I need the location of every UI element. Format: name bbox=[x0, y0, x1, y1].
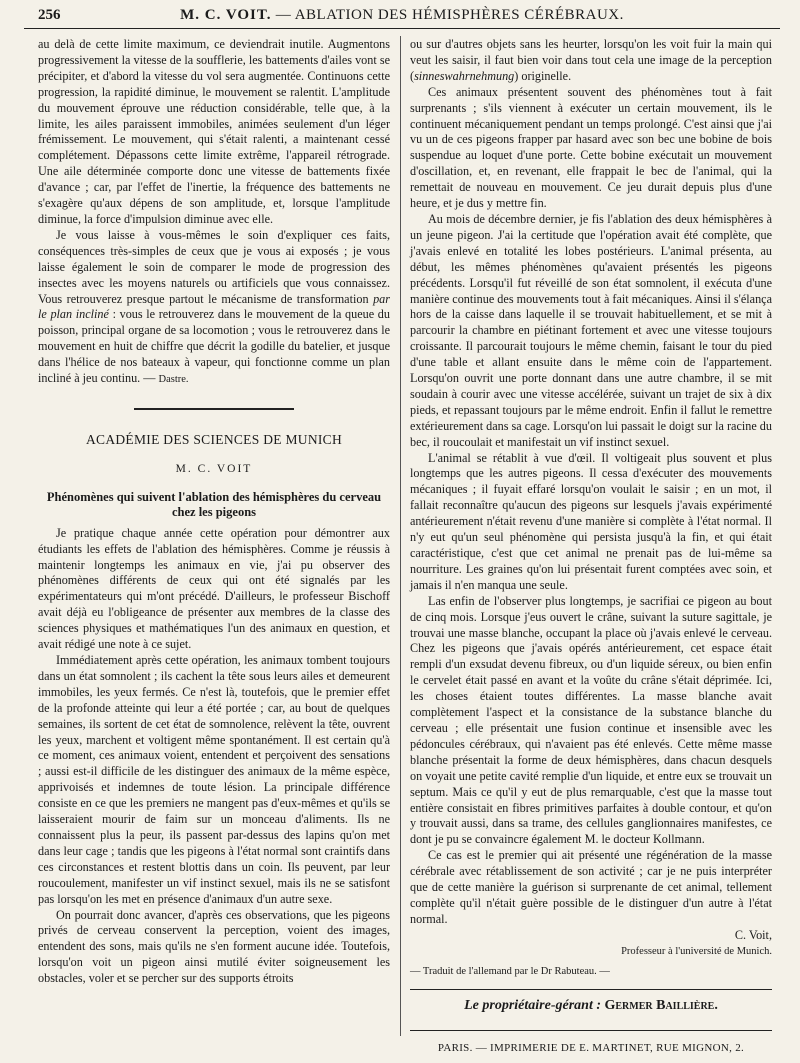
paragraph: Je pratique chaque année cette opération pour démontrer aux étudiants les effets de l'ablation des hémisphères. Comme je réussis à maintenir longtemps les animaux en vie, j'ai pu observer des phénomènes différents de ceux qui ont été signalés par les expérimentateurs qui m'ont précédé. D'ailleurs, le professeur Bischoff avait déjà eu l'obligeance de présenter aux membres de la classe des sciences physiques et mathématiques l'un des animaux en question, et avait rédigé une note à ce sujet. bbox=[38, 525, 390, 652]
section-separator bbox=[134, 408, 294, 410]
running-head-title: — ABLATION DES HÉMISPHÈRES CÉRÉBRAUX. bbox=[275, 7, 624, 23]
printer-rule bbox=[410, 1030, 772, 1031]
column-divider bbox=[400, 36, 401, 1036]
gerant-name: Germer Baillière. bbox=[604, 998, 718, 1014]
signature: C. Voit, bbox=[734, 927, 772, 942]
section-author: M. C. VOIT bbox=[175, 462, 253, 475]
paragraph: Immédiatement après cette opération, les animaux tombent toujours dans un état somnolent ; ils cachent la tête sous leurs ailes et demeurent immobiles, les yeux fermés. Ce n'est là, toutefois, que le premier effet de la profonde atteinte qui leur a été portée ; car, au bout de quelques semaines, ils sortent de cet état de somnolence, relèvent la tête, ouvrent les yeux, marchent et voltigent même spontanément. Il est certain qu'à ce moment, ces animaux voient, entendent et perçoivent des sensations ; aussi est-il difficile de les distinguer des animaux de la même espèce, apprivoisés et indemnes de toute lésion. La principale différence consiste en ce que les premiers ne mangent pas d'eux-mêmes et qu'ils se laisseraient mourir de faim sur un monceau d'aliments. Ils ne connaissent plus la peur, ils passent par-dessus des lapins qu'on met dans leur cage ; tandis que les pigeons à l'état normal sont craintifs dans ces circonstances et restent blottis dans un coin. Ils peuvent, par leur roucoulement, manifester un vif instinct sexuel, mais ils ne se satisfont pas lorsqu'on les met en présence d'animaux d'un autre sexe. bbox=[38, 653, 390, 906]
page-header bbox=[24, 4, 780, 29]
paragraph: au delà de cette limite maximum, ce deviendrait inutile. Augmentons progressivement la vitesse de la soufflerie, les battements d'ailes vont se précipiter, et d'abord la vitesse du vol sera augmentée. Continuons cette progression, la rapidité diminue, le mouvement se ralentit. L'amplitude du mouvement éprouve une réduction considérable, telle que, à la limite, les ailes paraissent immobiles, animées seulement d'un léger frémissement. Le mouvement, qui s'était ralenti, a maintenant cessé complétement. Dépassons cette limite extrême, l'appareil rétrograde. Une aile déterminée comporte donc une vitesse de battements fixée d'avance ; car, par l'effet de l'inertie, la fréquence des battements ne s'exagère qu'aux dépens de son amplitude, et, lorsque l'amplitude diminue, la force d'impulsion diminue avec elle. bbox=[38, 37, 390, 226]
italic-term: sinneswahrnehmung bbox=[414, 68, 515, 83]
signature-title: Professeur à l'université de Munich. bbox=[621, 945, 772, 957]
translator-credit: — Traduit de l'allemand par le Dr Rabuteau. — bbox=[410, 965, 610, 977]
paragraph: Las enfin de l'observer plus longtemps, je sacrifiai ce pigeon au bout de cinq mois. Lorsque j'eus ouvert le crâne, suivant la suture sagittale, je trouvai une masse blanche, occupant la place où j'avais enlevé le cerveau. Chez les pigeons que j'avais opérés antérieurement, cet espace était rempli d'un exsudat devenu fibreux, ou d'un liquide séreux, ou bien enfin le cervelet était passé en avant et la voûte du crâne s'était déprimée. Ici, les choses étaient toutes différentes. La masse blanche avait complètement l'aspect et la consistance de la substance blanche du cerveau ; elle présentait une fusion continue et insensible avec les pédoncules cérébraux, qui n'avaient pas été enlevés. Cette même masse blanche présentait la forme de deux hémisphères, dans chacun desquels on voyait une petite cavité remplie d'un liquide, et entre eux se trouvait un septum. Mais ce qu'il y eut de plus remarquable, c'est que la masse tout entière consistait en fibres primitives parfaites à double contour, et qu'on y trouvait aussi, dans sa trame, des cellules ganglionnaires manifestes, ce dont je pu se convaincre également M. le docteur Kollmann. bbox=[410, 593, 772, 847]
article-title: Phénomènes qui suivent l'ablation des hémisphères du cerveau chez les pigeons bbox=[46, 489, 382, 519]
italic-phrase: par le plan incliné bbox=[38, 291, 390, 322]
left-column bbox=[38, 37, 390, 987]
right-column bbox=[410, 37, 772, 1057]
printer-imprint: PARIS. — IMPRIMERIE DE E. MARTINET, RUE MIGNON, 2. bbox=[437, 1042, 745, 1055]
footer-rule bbox=[410, 989, 772, 990]
paragraph: Au mois de décembre dernier, je fis l'ablation des deux hémisphères à un jeune pigeon. J'ai la certitude que l'opération avait été complète, que j'avais enlevé en totalité les lobes postérieurs. L'animal présenta, au début, les mêmes phénomènes qu'avaient présentés les pigeons précédents. Lorsqu'il fut réveillé de son état somnolent, il exécuta d'une manière continue des mouvements tout à fait mécaniques. Ainsi il s'élança hors de la caisse dans laquelle il se trouvait habituellement, et se mit à parcourir la chambre en piétinant fortement et avec une vitesse toujours croissante. Il parcourait toujours le même chemin, faisant le tour du pied d'une table et allant ensuite dans le même coin de l'appartement. Lorsqu'on ouvrit une porte donnant dans une autre chambre, il se mit soudain à courir avec une vitesse accélérée, suivant un trajet de six à dix pieds, et repassant toujours par le même endroit. Enfin il fallut le remettre extérieurement dans sa cage. Lorsqu'on lui passait le doigt sur la racine du bec, il roucoulait et manifestait un vif instinct sexuel. bbox=[410, 211, 772, 449]
paragraph: Ces animaux présentent souvent des phénomènes tout à fait surprenants ; s'ils viennent à exécuter un certain mouvement, ils le continuent mécaniquement pendant un temps prolongé. C'est ainsi que j'ai vu un de ces pigeons frapper par hasard avec son bec une bobine de bois suspendue au loquet d'une porte. Cette bobine exécutait un mouvement d'oscillation, et, en revenant, elle frappait le bec de l'animal, qui la remettait de nouveau en mouvement. Ce jeu durait depuis plus d'une heure, et je dus y mettre fin. bbox=[410, 84, 772, 211]
section-heading: ACADÉMIE DES SCIENCES DE MUNICH bbox=[85, 431, 343, 447]
paragraph: Je vous laisse à vous-mêmes le soin d'expliquer ces faits, conséquences très-simples de ceux que je vous ai exposés ; je vous laisse également le soin de comparer le mode de progression des insectes avec les moyens naturels ou artificiels que vous connaissez. Vous retrouverez presque partout le mécanisme de transformation par le plan incliné : vous le retrouverez dans le mouvement de la queue du poisson, principal organe de sa locomotion ; vous le retrouverez dans le mouvement en huit de chiffre que décrit la godille du batelier, et jusque dans l'hélice de nos bateaux à vapeur, qui fonctionne comme un plan incliné à jeu continu. — Dastre. bbox=[38, 227, 390, 386]
paragraph: ou sur d'autres objets sans les heurter, lorsqu'on les voit fuir la main qui veut les saisir, il faut bien voir dans tout cela une image de la perception (sinneswahrnehmung) originelle. bbox=[410, 37, 772, 83]
running-head-author: M. C. VOIT. bbox=[180, 7, 272, 23]
publisher-line bbox=[410, 998, 772, 1014]
paragraph: On pourrait donc avancer, d'après ces observations, que les pigeons privés de cerveau conservent la perception, voient des images, entendent des sons, mais qu'ils ne s'en forment aucune idée. Toutefois, lorsqu'on voit un pigeon ainsi mutilé éviter soigneusement les obstacles, voler et se percher sur des supports étroits bbox=[38, 907, 390, 986]
author-signature: Dastre. bbox=[158, 374, 189, 386]
gerant-label: Le propriétaire-gérant : bbox=[464, 998, 601, 1014]
page-number: 256 bbox=[38, 7, 61, 23]
running-head bbox=[24, 7, 780, 24]
paragraph: Ce cas est le premier qui ait présenté une régénération de la masse cérébrale avec rétablissement de son activité ; car je ne puis interpréter que de cette manière la guérison si surprenante de cet animal, tellement complète qu'il n'était guère possible de le distinguer d'un autre à l'état normal. bbox=[410, 848, 772, 926]
paragraph: L'animal se rétablit à vue d'œil. Il voltigeait plus souvent et plus longtemps que les autres pigeons. Il cessa d'exécuter des mouvements mécaniques ; il fuyait effaré lorsqu'on voulait le saisir ; en un mot, il fallait reconnaître qu'aucun des pigeons sur lesquels j'avais expérimenté antérieurement n'était revenu d'une manière si complète à l'état normal. Il n'y eut qu'un seul phénomène qui persista jusqu'à la fin, et qui était caractéristique, c'est que cet animal ne prenait pas de lui-même sa nourriture. Les graines qu'on lui présentait furent comptées avec soin, et jamais il n'en manqua une seule. bbox=[410, 450, 772, 592]
